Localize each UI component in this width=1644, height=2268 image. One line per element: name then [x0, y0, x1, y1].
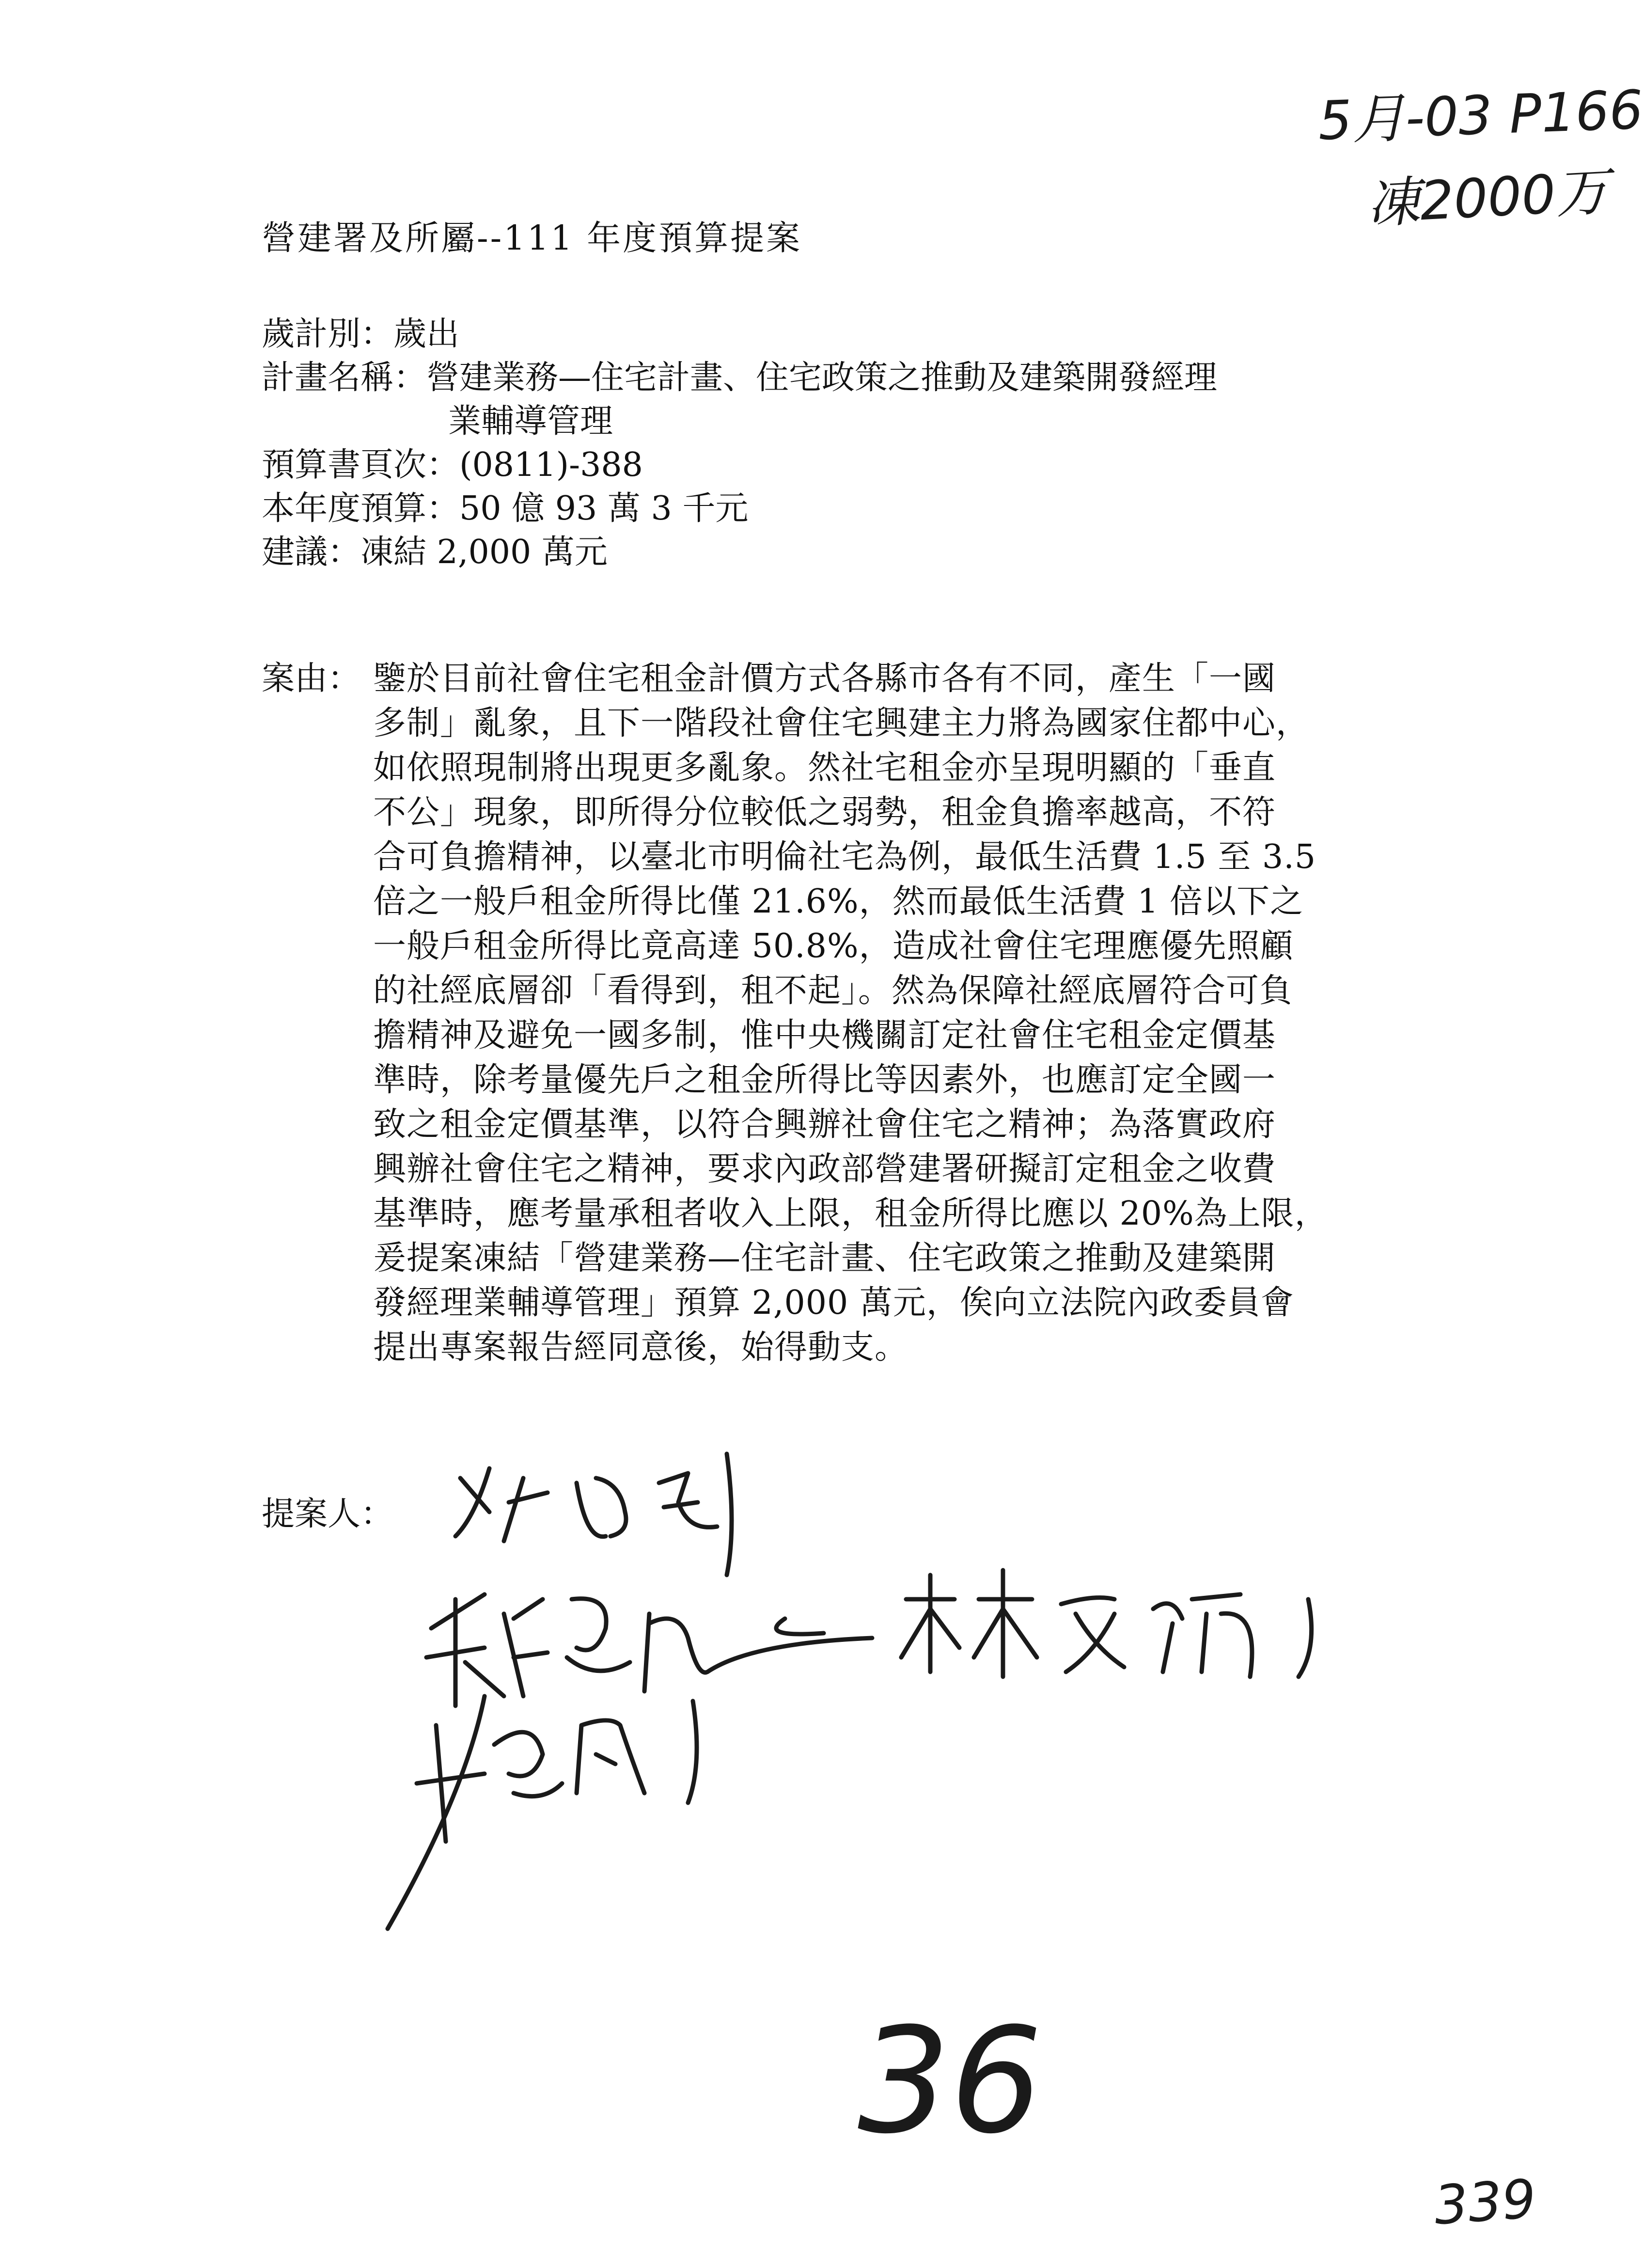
case-line: 爰提案凍結「營建業務—住宅計畫、住宅政策之推動及建築開 [373, 1239, 1276, 1277]
field-budget-page: 預算書頁次：(0811)-388 [262, 446, 643, 484]
handwritten-freeze-note: 凍2000万 [1365, 160, 1611, 235]
signature-3 [901, 1570, 1312, 1677]
case-line: 倍之一般戶租金所得比僅 21.6%，然而最低生活費 1 倍以下之 [373, 882, 1304, 921]
case-line: 發經理業輔導管理」預算 2,000 萬元，俟向立法院內政委員會 [373, 1284, 1294, 1322]
case-line: 基準時，應考量承租者收入上限，租金所得比應以 20%為上限， [373, 1195, 1328, 1233]
document-title: 營建署及所屬--111 年度預算提案 [262, 218, 802, 258]
case-line: 的社經底層卻「看得到，租不起」。然為保障社經底層符合可負 [373, 972, 1293, 1010]
proposer-label: 提案人： [262, 1495, 394, 1533]
field-plan-name: 計畫名稱：營建業務—住宅計畫、住宅政策之推動及建築開發經理 [262, 359, 1218, 397]
case-line: 不公」現象，即所得分位較低之弱勢，租金負擔率越高，不符 [373, 793, 1276, 832]
budget-fields [262, 313, 1217, 574]
case-line: 致之租金定價基準，以符合興辦社會住宅之精神；為落實政府 [373, 1105, 1276, 1144]
case-line: 一般戶租金所得比竟高達 50.8%，造成社會住宅理應優先照顧 [373, 927, 1294, 965]
case-line: 多制」亂象，且下一階段社會住宅興建主力將為國家住都中心， [373, 704, 1310, 742]
signature-2 [426, 1594, 872, 1706]
field-plan-name-continued: 業輔導管理 [448, 402, 613, 441]
case-line: 準時，除考量優先戶之租金所得比等因素外，也應訂定全國一 [373, 1061, 1276, 1099]
signature-1 [455, 1454, 732, 1575]
case-line: 鑒於目前社會住宅租金計價方式各縣市各有不同，產生「一國 [373, 660, 1276, 698]
field-budget-amount: 本年度預算：50 億 93 萬 3 千元 [262, 489, 749, 528]
handwritten-item-number: 36 [858, 1997, 1043, 2166]
field-category: 歲計別：歲出 [262, 315, 460, 353]
case-line: 興辦社會住宅之精神，要求內政部營建署研擬訂定租金之收費 [373, 1150, 1276, 1188]
case-line: 擔精神及避免一國多制，惟中央機關訂定社會住宅租金定價基 [373, 1016, 1276, 1055]
case-body [373, 657, 1376, 1370]
case-line: 如依照現制將出現更多亂象。然社宅租金亦呈現明顯的「垂直 [373, 749, 1276, 787]
handwritten-reference-note: 5月-03 P166 [1317, 79, 1644, 152]
handwritten-page-number: 339 [1432, 2167, 1538, 2237]
signature-4 [388, 1696, 697, 1929]
case-line: 合可負擔精神，以臺北市明倫社宅為例，最低生活費 1.5 至 3.5 [373, 838, 1316, 876]
field-suggestion: 建議：凍結 2,000 萬元 [262, 533, 608, 571]
case-label: 案由： [262, 660, 361, 698]
case-line: 提出專案報告經同意後，始得動支。 [373, 1328, 908, 1367]
